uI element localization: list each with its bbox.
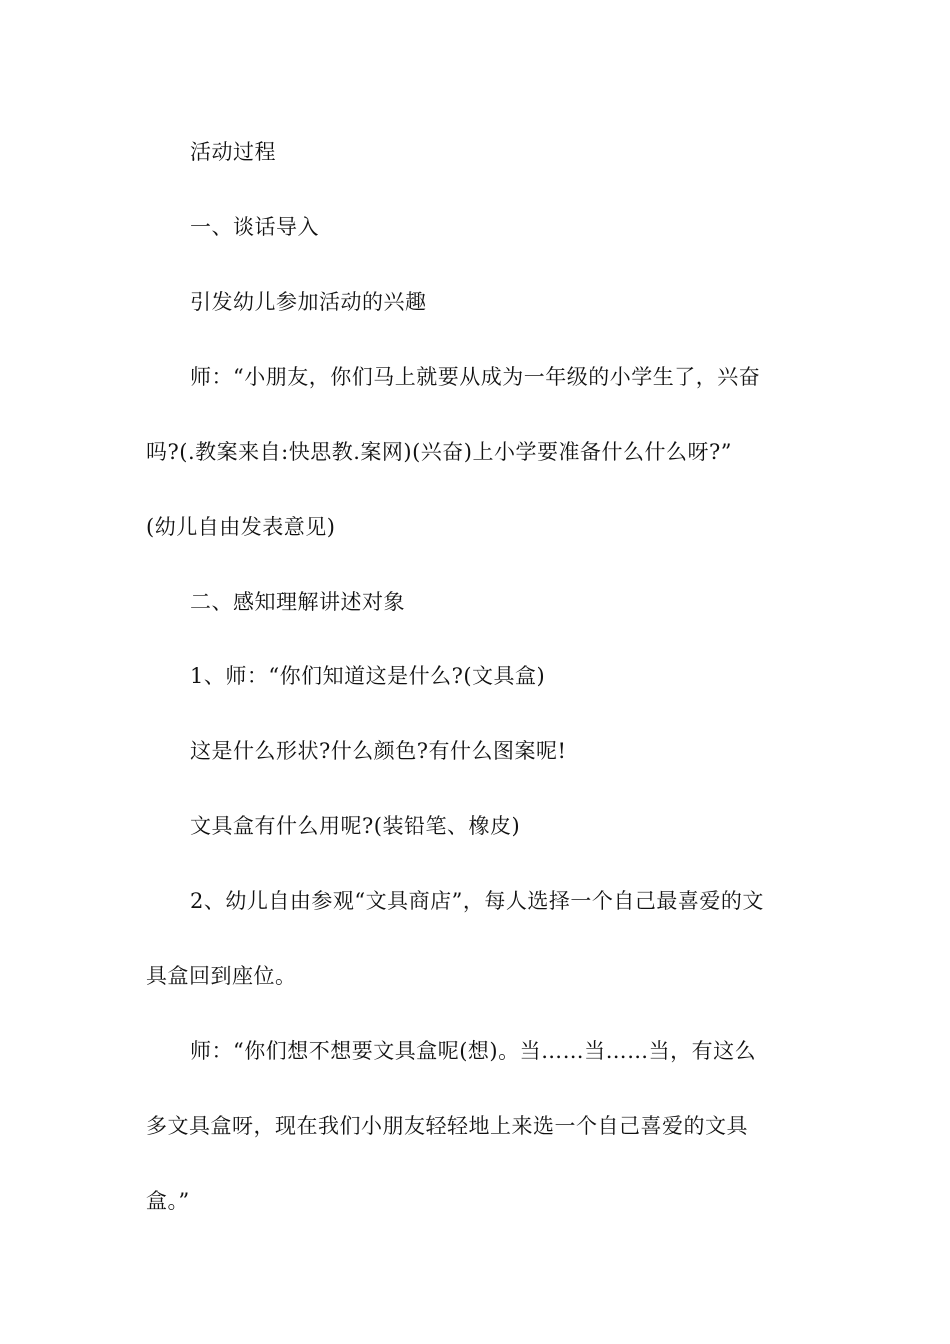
paragraph-line: 盒。” bbox=[146, 1189, 190, 1213]
section-heading-activity-process: 活动过程 bbox=[190, 140, 276, 164]
paragraph-line: 这是什么形状?什么颜色?有什么图案呢! bbox=[190, 739, 567, 763]
paragraph-line: 吗?(.教案来自:快思教.案网)(兴奋)上小学要准备什么什么呀?” bbox=[146, 440, 732, 464]
paragraph-line: (幼儿自由发表意见) bbox=[146, 515, 336, 539]
paragraph-line: 文具盒有什么用呢?(装铅笔、橡皮) bbox=[190, 814, 521, 838]
paragraph-line: 2、幼儿自由参观“文具商店”，每人选择一个自己最喜爱的文 bbox=[190, 889, 764, 913]
paragraph-line: 1、师：“你们知道这是什么?(文具盒) bbox=[190, 664, 546, 688]
paragraph-line: 师：“小朋友，你们马上就要从成为一年级的小学生了，兴奋 bbox=[190, 365, 761, 389]
paragraph-line: 师：“你们想不想要文具盒呢(想)。当……当……当，有这么 bbox=[190, 1039, 757, 1063]
section-heading-talk-intro: 一、谈话导入 bbox=[190, 215, 319, 239]
section-heading-perception: 二、感知理解讲述对象 bbox=[190, 590, 405, 614]
paragraph-line: 多文具盒呀，现在我们小朋友轻轻地上来选一个自己喜爱的文具 bbox=[146, 1114, 748, 1138]
paragraph-line: 引发幼儿参加活动的兴趣 bbox=[190, 290, 427, 314]
paragraph-line: 具盒回到座位。 bbox=[146, 964, 297, 988]
